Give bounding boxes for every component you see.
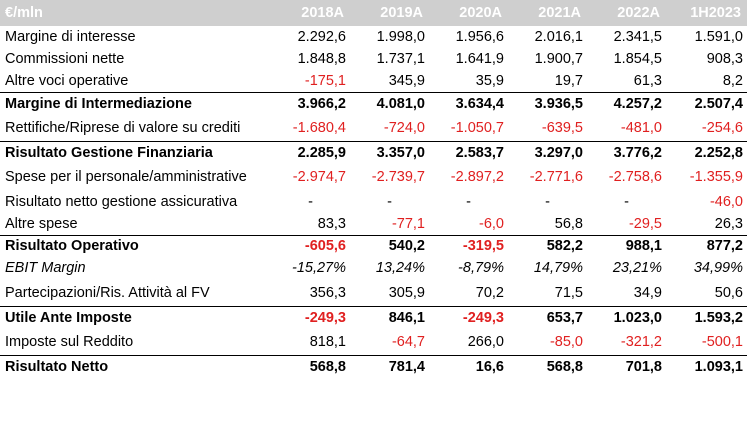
cell-value: 2.507,4: [666, 93, 747, 115]
cell-value: 70,2: [475, 284, 504, 301]
column-header-2020A: 2020A: [459, 5, 502, 21]
cell-value: 14,79%: [533, 260, 583, 277]
cell-value: 23,21%: [612, 260, 662, 277]
table-row: [0, 191, 747, 213]
cell-value: 3.776,2: [587, 142, 666, 164]
cell-value: 13,24%: [375, 260, 425, 277]
cell-value: 305,9: [388, 284, 425, 301]
cell-value: 34,99%: [693, 260, 743, 277]
cell-value: 2.583,7: [429, 142, 508, 164]
row-label: Altre voci operative: [5, 72, 129, 89]
table-row: [0, 164, 747, 191]
cell-value: -46,0: [709, 193, 743, 210]
cell-value: 83,3: [317, 215, 346, 232]
cell-value: 356,3: [309, 284, 346, 301]
cell-value: -: [545, 193, 550, 210]
cell-value: 846,1: [350, 307, 429, 329]
cell-value: 540,2: [350, 235, 429, 257]
column-header-1H2023: 1H2023: [690, 5, 741, 21]
cell-value: -8,79%: [458, 260, 504, 277]
cell-value: 1.591,0: [694, 28, 743, 45]
cell-value: 701,8: [587, 356, 666, 378]
cell-value: -1.355,9: [689, 169, 743, 186]
cell-value: -175,1: [304, 72, 346, 89]
cell-value: -639,5: [541, 119, 583, 136]
cell-value: 568,8: [271, 356, 350, 378]
table-row: [0, 70, 747, 92]
cell-value: 3.936,5: [508, 93, 587, 115]
cell-value: -2.771,6: [529, 169, 583, 186]
row-label: Imposte sul Reddito: [5, 333, 134, 350]
table-row-total: [0, 356, 747, 378]
cell-value: 988,1: [587, 235, 666, 257]
cell-value: -500,1: [701, 333, 743, 350]
cell-value: 2.341,5: [613, 28, 662, 45]
header-row: [0, 0, 747, 26]
cell-value: 16,6: [429, 356, 508, 378]
cell-value: 4.257,2: [587, 93, 666, 115]
row-label: Risultato Gestione Finanziaria: [0, 142, 271, 164]
table-row: [0, 48, 747, 70]
cell-value: -1.050,7: [450, 119, 504, 136]
cell-value: -249,3: [271, 307, 350, 329]
table-row-subtotal: [0, 142, 747, 164]
cell-value: 56,8: [554, 215, 583, 232]
cell-value: -605,6: [271, 235, 350, 257]
row-label: Risultato Netto: [0, 356, 271, 378]
cell-value: 1.956,6: [455, 28, 504, 45]
cell-value: 818,1: [309, 333, 346, 350]
cell-value: 2.292,6: [297, 28, 346, 45]
row-label: Partecipazioni/Ris. Attività al FV: [5, 284, 210, 301]
cell-value: 1.998,0: [376, 28, 425, 45]
cell-value: 2.016,1: [534, 28, 583, 45]
table-row-subtotal: [0, 93, 747, 115]
cell-value: 1.900,7: [534, 51, 583, 68]
cell-value: 908,3: [706, 51, 743, 68]
table-row: [0, 213, 747, 235]
table-row: [0, 280, 747, 307]
cell-value: -85,0: [549, 333, 583, 350]
cell-value: 61,3: [633, 72, 662, 89]
cell-value: 4.081,0: [350, 93, 429, 115]
cell-value: -319,5: [429, 235, 508, 257]
column-header-2021A: 2021A: [538, 5, 581, 21]
cell-value: 1.593,2: [666, 307, 747, 329]
cell-value: 3.357,0: [350, 142, 429, 164]
column-header-2019A: 2019A: [380, 5, 423, 21]
cell-value: -2.758,6: [608, 169, 662, 186]
row-label: Spese per il personale/amministrative: [5, 169, 247, 186]
cell-value: 1.848,8: [297, 51, 346, 68]
row-label: Utile Ante Imposte: [0, 307, 271, 329]
cell-value: 3.297,0: [508, 142, 587, 164]
cell-value: -: [466, 193, 471, 210]
table-row-margin: [0, 258, 747, 280]
cell-value: -15,27%: [291, 260, 346, 277]
cell-value: -1.680,4: [292, 119, 346, 136]
cell-value: -254,6: [701, 119, 743, 136]
table-row-subtotal: [0, 235, 747, 257]
cell-value: -724,0: [383, 119, 425, 136]
column-header-2018A: 2018A: [301, 5, 344, 21]
cell-value: -2.974,7: [292, 169, 346, 186]
cell-value: 1.854,5: [613, 51, 662, 68]
cell-value: 26,3: [714, 215, 743, 232]
cell-value: 781,4: [350, 356, 429, 378]
cell-value: -77,1: [391, 215, 425, 232]
cell-value: 653,7: [508, 307, 587, 329]
cell-value: -64,7: [391, 333, 425, 350]
table-row: [0, 26, 747, 48]
cell-value: 1.737,1: [376, 51, 425, 68]
row-label: Commissioni nette: [5, 51, 125, 68]
cell-value: 19,7: [554, 72, 583, 89]
table-row-subtotal: [0, 307, 747, 329]
cell-value: 3.634,4: [429, 93, 508, 115]
cell-value: -6,0: [479, 215, 504, 232]
cell-value: 2.252,8: [666, 142, 747, 164]
cell-value: 266,0: [467, 333, 504, 350]
cell-value: -29,5: [628, 215, 662, 232]
cell-value: 1.641,9: [455, 51, 504, 68]
cell-value: 582,2: [508, 235, 587, 257]
cell-value: 71,5: [554, 284, 583, 301]
row-label: Margine di interesse: [5, 28, 136, 45]
table-body: [0, 26, 747, 378]
cell-value: 3.966,2: [271, 93, 350, 115]
cell-value: 8,2: [722, 72, 743, 89]
row-label: Altre spese: [5, 215, 78, 232]
cell-value: 568,8: [508, 356, 587, 378]
table-row: [0, 329, 747, 356]
row-label: Risultato netto gestione assicurativa: [5, 193, 238, 210]
cell-value: 2.285,9: [271, 142, 350, 164]
unit-label: €/mln: [5, 5, 43, 21]
cell-value: -2.897,2: [450, 169, 504, 186]
cell-value: 1.093,1: [666, 356, 747, 378]
column-header-2022A: 2022A: [617, 5, 660, 21]
cell-value: 877,2: [666, 235, 747, 257]
cell-value: -321,2: [620, 333, 662, 350]
table-header: [0, 0, 747, 26]
row-label: EBIT Margin: [5, 260, 86, 277]
cell-value: 35,9: [475, 72, 504, 89]
cell-value: 1.023,0: [587, 307, 666, 329]
cell-value: -: [308, 193, 313, 210]
cell-value: 345,9: [388, 72, 425, 89]
cell-value: -: [387, 193, 392, 210]
row-label: Margine di Intermediazione: [0, 93, 271, 115]
cell-value: -: [624, 193, 629, 210]
table-row: [0, 115, 747, 142]
cell-value: 50,6: [714, 284, 743, 301]
row-label: Risultato Operativo: [0, 235, 271, 257]
cell-value: 34,9: [633, 284, 662, 301]
cell-value: -481,0: [620, 119, 662, 136]
cell-value: -249,3: [429, 307, 508, 329]
cell-value: -2.739,7: [371, 169, 425, 186]
row-label: Rettifiche/Riprese di valore su crediti: [5, 119, 241, 136]
